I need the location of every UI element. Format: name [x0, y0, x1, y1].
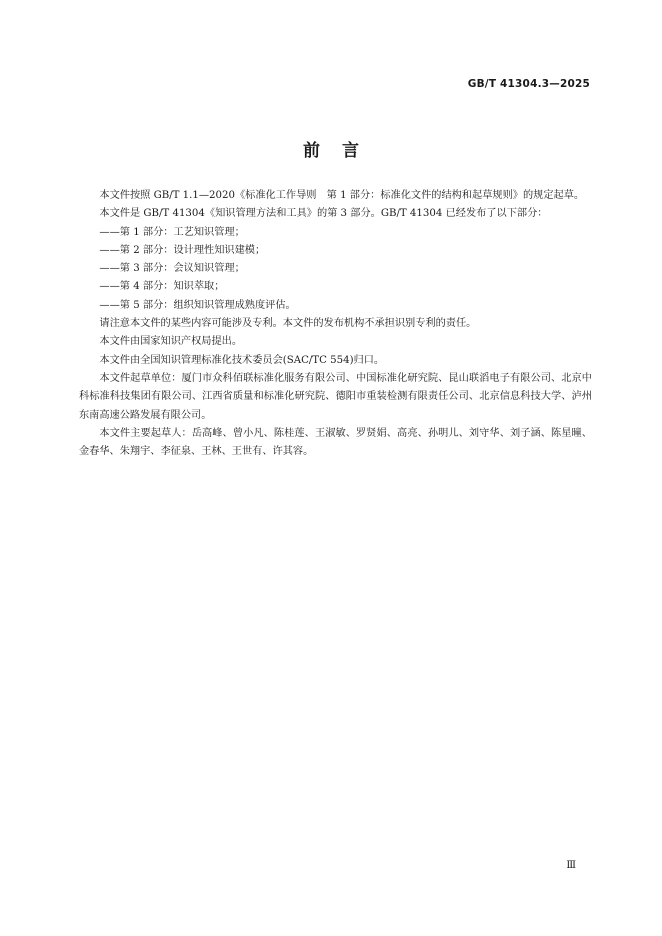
drafters-paragraph: 本文件主要起草人：岳高峰、曾小凡、陈桂莲、王淑敏、罗贤娟、高亮、孙明儿、刘守华、刘子涵、陈星曈、金春华、朱翔宇、李征泉、王林、王世有、许其容。 — [79, 427, 592, 458]
list-item: ——第 5 部分：组织知识管理成熟度评估。 — [99, 299, 296, 311]
list-item: ——第 4 部分：知识萃取； — [99, 281, 225, 293]
list-item: ——第 3 部分：会议知识管理； — [99, 263, 245, 275]
drafting-units-paragraph: 本文件起草单位：厦门市众科佰联标准化服务有限公司、中国标准化研究院、昆山联滔电子有限公司、北京中科标准科技集团有限公司、江西省质量和标准化研究院、德阳市重装检测有限责任公司、北京信息科技大学、泸州东南高速公路发展有限公司。 — [79, 372, 592, 421]
document-body — [79, 187, 592, 461]
list-item: ——第 2 部分：设计理性知识建模； — [99, 244, 266, 256]
committee-paragraph: 本文件由全国知识管理标准化技术委员会(SAC/TC 554)归口。 — [99, 354, 385, 366]
drafting-rules-paragraph: 本文件按照 GB/T 1.1—2020《标准化工作导则 第 1 部分：标准化文件的结构和起草规则》的规定起草。 — [99, 190, 585, 201]
series-paragraph: 本文件是 GB/T 41304《知识管理方法和工具》的第 3 部分。GB/T 41304 已经发布了以下部分： — [99, 208, 548, 220]
page-title: 前言 — [303, 141, 381, 161]
standard-number: GB/T 41304.3—2025 — [467, 78, 590, 90]
list-item: ——第 1 部分：工艺知识管理； — [99, 226, 245, 238]
patent-notice-paragraph: 请注意本文件的某些内容可能涉及专利。本文件的发布机构不承担识别专利的责任。 — [99, 318, 477, 330]
page-number: Ⅲ — [566, 860, 576, 871]
proposer-paragraph: 本文件由国家知识产权局提出。 — [99, 336, 243, 348]
